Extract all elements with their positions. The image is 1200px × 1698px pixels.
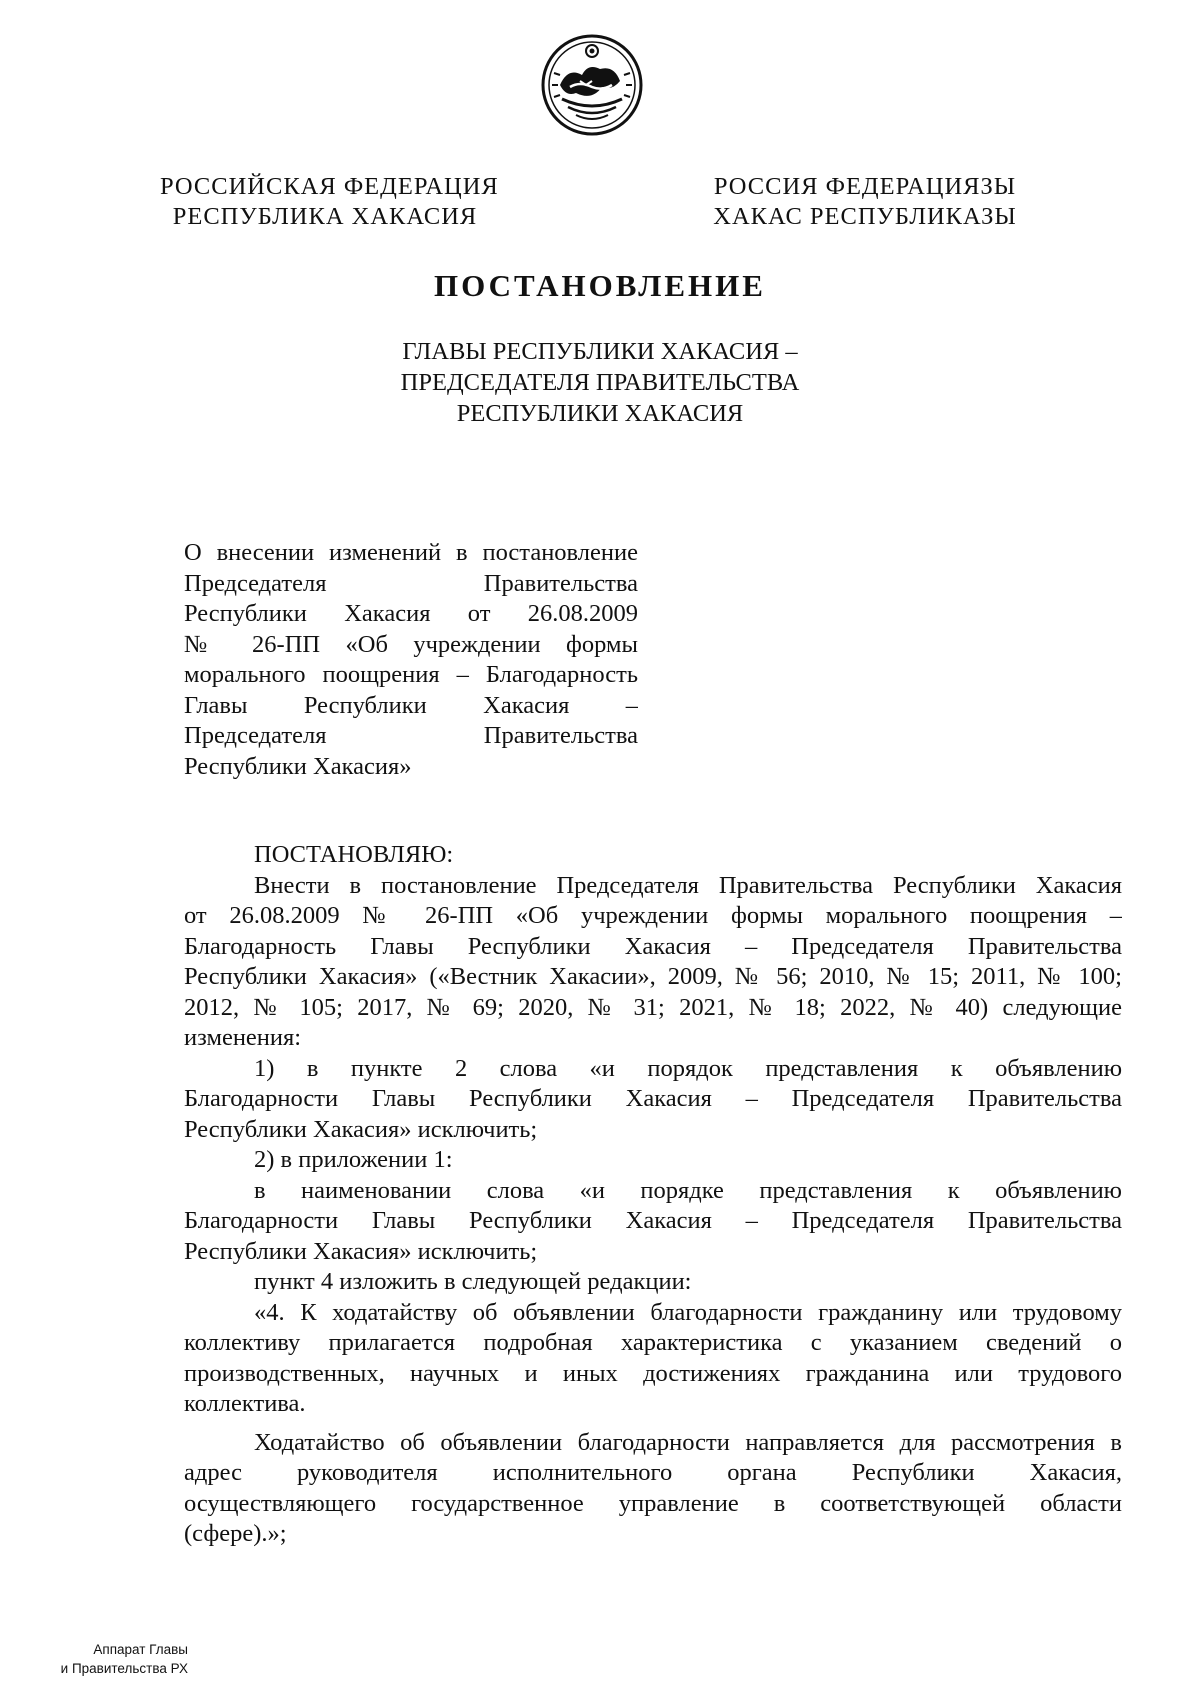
footer-line: и Правительства РХ: [60, 1661, 188, 1676]
body-line: изменения:: [184, 1024, 302, 1051]
header-khakas: [700, 172, 1030, 232]
subject-line: Республики Хакасия»: [184, 752, 412, 780]
footer-stamp: [48, 1640, 188, 1678]
header-republic-kh: ХАКАС РЕСПУБЛИКАЗЫ: [713, 203, 1017, 230]
header-republic-ru: РЕСПУБЛИКА ХАКАСИЯ: [172, 203, 478, 230]
document-type-title: ПОСТАНОВЛЕНИЕ: [434, 268, 766, 303]
body-line: адрес руководителя исполнительного органа Республики Хакасия,: [184, 1459, 1122, 1486]
footer-line: Аппарат Главы: [93, 1642, 188, 1657]
body-line: Благодарности Главы Республики Хакасия – Председателя Правительства: [184, 1207, 1122, 1234]
body-line: пункт 4 изложить в следующей редакции:: [254, 1268, 692, 1295]
subject-line: Председателя Правительства: [184, 569, 638, 597]
body-line: от 26.08.2009 № 26-ПП «Об учреждении формы морального поощрения –: [184, 902, 1122, 929]
body-line: Республики Хакасия» исключить;: [184, 1237, 538, 1265]
coat-of-arms-emblem-icon: [540, 33, 644, 137]
issuer-line: ГЛАВЫ РЕСПУБЛИКИ ХАКАСИЯ –: [402, 338, 798, 365]
body-line: (сфере).»;: [184, 1520, 287, 1547]
body-line: производственных, научных и иных достижениях гражданина или трудового: [184, 1359, 1122, 1387]
body-line: Республики Хакасия» исключить;: [184, 1115, 538, 1143]
body-line: 1) в пункте 2 слова «и порядок представления к объявлению: [254, 1054, 1122, 1082]
body-line: в наименовании слова «и порядке представления к объявлению: [254, 1176, 1122, 1204]
header-country-kh: РОССИЯ ФЕДЕРАЦИЯЗЫ: [713, 173, 1017, 200]
subject-line: О внесении изменений в постановление: [184, 539, 638, 566]
header-country-ru: РОССИЙСКАЯ ФЕДЕРАЦИЯ: [160, 173, 499, 200]
subject-line: № 26-ПП «Об учреждении формы: [184, 630, 638, 658]
body-line: Внести в постановление Председателя Правительства Республики Хакасия: [254, 871, 1122, 899]
document-subject: [184, 538, 638, 782]
body-line: «4. К ходатайству об объявлении благодарности гражданину или трудовому: [254, 1298, 1122, 1326]
subject-line: морального поощрения – Благодарность: [184, 661, 638, 688]
body-line: 2) в приложении 1:: [254, 1146, 453, 1173]
document-body: [184, 840, 1122, 1550]
body-line: Благодарность Главы Республики Хакасия – Председателя Правительства: [184, 932, 1122, 960]
issuer-line: РЕСПУБЛИКИ ХАКАСИЯ: [456, 400, 744, 427]
body-line: Республики Хакасия» («Вестник Хакасии», 2009, № 56; 2010, № 15; 2011, № 100;: [184, 963, 1122, 990]
body-line: осуществляющего государственное управление в соответствующей области: [184, 1489, 1122, 1517]
subject-line: Республики Хакасия от 26.08.2009: [184, 600, 638, 627]
body-line: 2012, № 105; 2017, № 69; 2020, № 31; 2021, № 18; 2022, № 40) следующие: [184, 993, 1122, 1021]
decree-word: ПОСТАНОВЛЯЮ:: [254, 841, 454, 868]
body-line: коллективу прилагается подробная характеристика с указанием сведений о: [184, 1329, 1122, 1356]
issuer-block: [0, 336, 1200, 429]
body-line: Ходатайство об объявлении благодарности направляется для рассмотрения в: [254, 1428, 1122, 1456]
issuer-line: ПРЕДСЕДАТЕЛЯ ПРАВИТЕЛЬСТВА: [400, 369, 800, 396]
subject-line: Главы Республики Хакасия –: [184, 691, 638, 719]
body-line: Благодарности Главы Республики Хакасия – Председателя Правительства: [184, 1085, 1122, 1112]
body-line: коллектива.: [184, 1390, 306, 1417]
subject-line: Председателя Правительства: [184, 722, 638, 749]
header-russian: [160, 172, 499, 232]
